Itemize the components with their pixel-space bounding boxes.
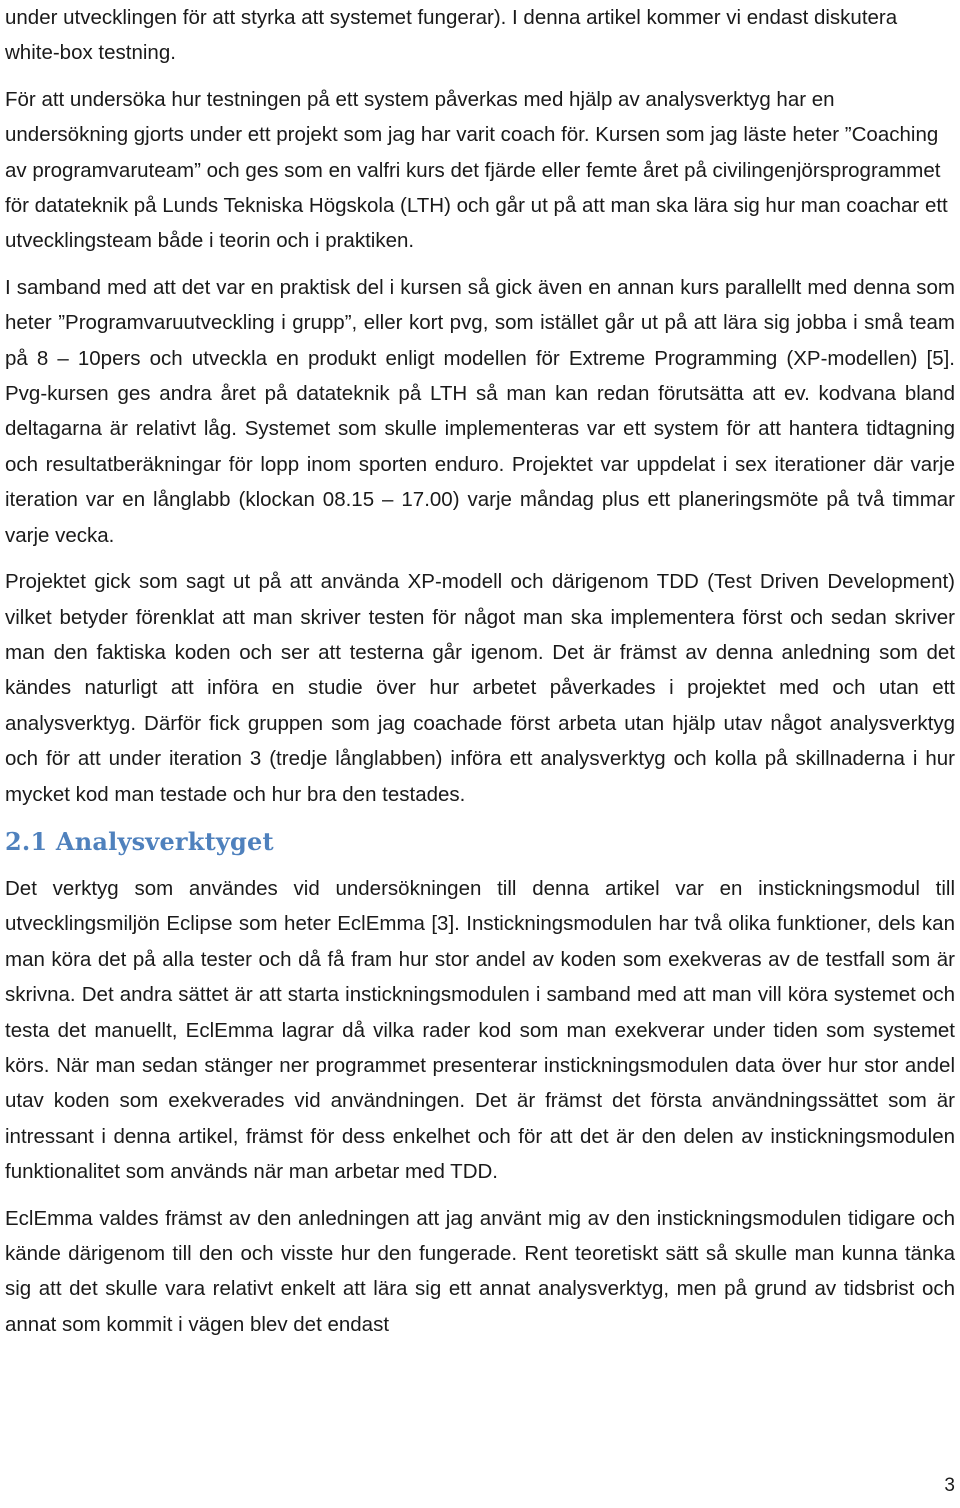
paragraph-spacer xyxy=(5,259,955,270)
paragraph-eclemma-choice: EclEmma valdes främst av den anledningen att jag använt mig av den instickningsmodulen tidigare och kände därigenom till den och visste hur den fungerade. Rent teoretiskt sätt så skulle man kunna tänka sig att det skulle vara relativt enkelt att lära sig ett annat analysverktyg, men på grund av tidsbrist och annat som kommit i vägen blev det endast xyxy=(5,1206,955,1336)
paragraph-spacer xyxy=(5,1190,955,1201)
paragraph-spacer xyxy=(5,553,955,564)
page-number: 3 xyxy=(944,1475,955,1496)
paragraph-pvg-course: I samband med att det var en praktisk del i kursen så gick även en annan kurs parallellt med denna som heter ”Programvaruutveckling i grupp”, eller kort pvg, som istället går ut på att lära sig jobba i små team på 8 – 10pers och utveckla en produkt enligt modellen för Extreme Programming (XP-modellen) [5]. Pvg-kursen ges andra året på datateknik på LTH så man kan redan förutsätta att ev. kodvana bland deltagarna är relativt låg. Systemet som skulle implementeras var ett system för att hantera tidtagning och resultatberäkningar för lopp inom sporten enduro. Projektet var uppdelat i sex iterationer där varje iteration var en långlabb (klockan 08.15 – 17.00) varje måndag plus ett planeringsmöte på två timmar varje vecka. xyxy=(5,275,955,547)
section-heading: 2.1 Analysverktyget xyxy=(5,826,274,856)
document-page xyxy=(5,0,955,1342)
paragraph-eclemma-tool: Det verktyg som användes vid undersökningen till denna artikel var en instickningsmodul till utvecklingsmiljön Eclipse som heter EclEmma [3]. Instickningsmodulen har två olika funktioner, dels kan man köra det på alla tester och då få fram hur stor andel av koden som exekveras av de testfall som är skrivna. Det andra sättet är att starta instickningsmodulen i samband med att man vill köra systemet och testa det manuellt, EclEmma lagrar då vilka rader kod som man exekverar under tiden som systemet körs. När man sedan stänger ner programmet presenterar instickningsmodulen data över hur stor andel utav koden som exekverades vid användningen. Det är främst det första användningssättet som är intressant i denna artikel, främst för dess enkelhet och för att det är den delen av instickningsmodulen funktionalitet som används när man arbetar med TDD. xyxy=(5,876,955,1184)
paragraph-study-intro: För att undersöka hur testningen på ett system påverkas med hjälp av analysverktyg har en undersökning gjorts under ett projekt som jag har varit coach för. Kursen som jag läste heter ”Coaching av programvaruteam” och ges som en valfri kurs det fjärde eller femte året på civilingenjörsprogrammet för datateknik på Lunds Tekniska Högskola (LTH) och går ut på att man ska lära sig hur man coachar ett utvecklingsteam både i teorin och i praktiken. xyxy=(5,87,948,253)
paragraph-xp-tdd: Projektet gick som sagt ut på att använda XP-modell och därigenom TDD (Test Driven Development) vilket betyder förenklat att man skriver testen för något man ska implementera först och sedan skriver man den faktiska koden och ser att testerna går igenom. Det är främst av denna anledning som det kändes naturligt att införa en studie över hur arbetet påverkades i projektet med och utan ett analysverktyg. Därför fick gruppen som jag coachade först arbeta utan hjälp utav något analysverktyg och för att under iteration 3 (tredje långlabben) införa ett analysverktyg och kolla på skillnaderna i hur mycket kod man testade och hur bra den testades. xyxy=(5,570,955,806)
paragraph-spacer xyxy=(5,860,955,871)
paragraph-spacer xyxy=(5,71,955,82)
paragraph-continuation: under utvecklingen för att styrka att systemet fungerar). I denna artikel kommer vi endast diskutera white-box testning. xyxy=(5,6,898,65)
paragraph-spacer xyxy=(5,812,955,824)
